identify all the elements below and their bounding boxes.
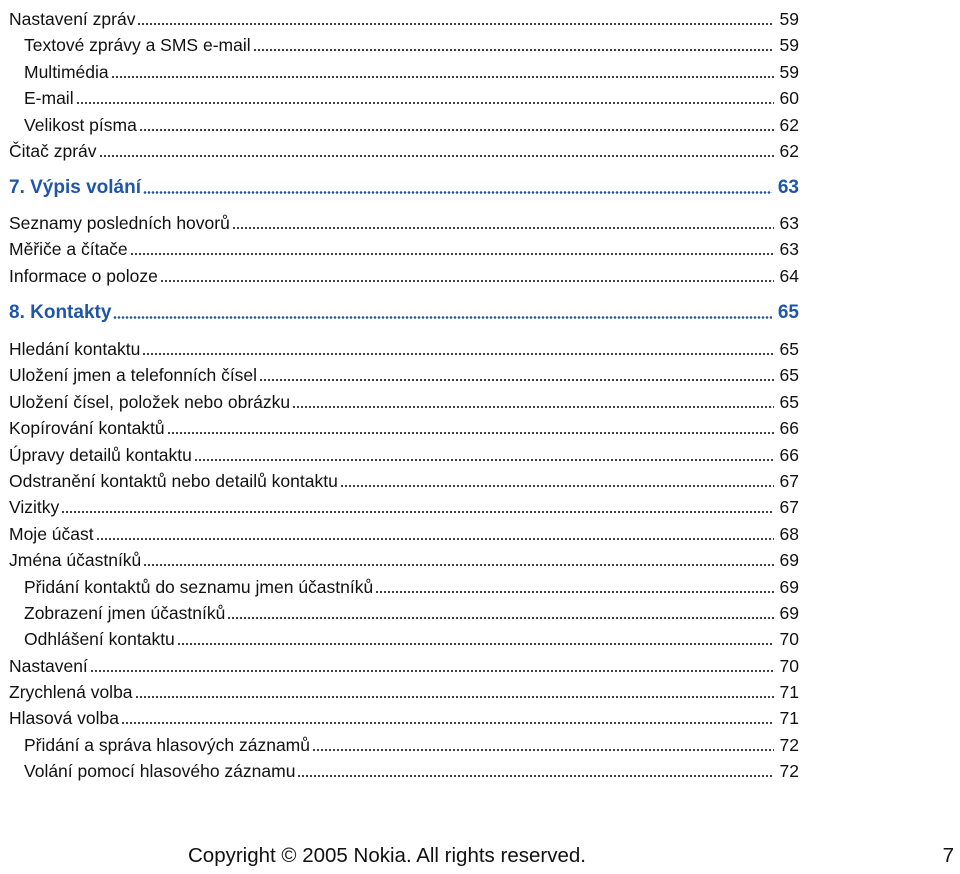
dot-leader (194, 459, 774, 461)
dot-leader (142, 353, 773, 355)
toc-entry[interactable] (24, 57, 799, 83)
toc-entry[interactable] (9, 651, 799, 677)
dot-leader (297, 775, 773, 777)
dot-leader (143, 564, 773, 566)
toc-entry-title: Odhlášení kontaktu (24, 629, 175, 649)
dot-leader (160, 280, 774, 282)
dot-leader (61, 511, 773, 513)
toc-entry[interactable] (9, 334, 799, 360)
dot-leader (167, 432, 774, 434)
toc-entry-page: 68 (779, 524, 799, 544)
toc-entry[interactable] (9, 173, 799, 199)
toc-entry-page: 71 (779, 682, 799, 702)
toc-entry-title: Hlasová volba (9, 708, 119, 728)
toc-entry[interactable] (24, 572, 799, 598)
toc-entry-title: Zobrazení jmen účastníků (24, 603, 226, 623)
toc-entry-title: Velikost písma (24, 115, 137, 135)
toc-entry-title: Uložení čísel, položek nebo obrázku (9, 392, 291, 412)
toc-entry[interactable] (9, 703, 799, 729)
toc-entry[interactable] (9, 136, 799, 162)
toc-entry-title: E-mail (24, 88, 74, 108)
toc-entry-page: 63 (779, 213, 799, 233)
toc-entry[interactable] (9, 4, 799, 30)
toc-entry[interactable] (9, 466, 799, 492)
toc-entry-page: 65 (779, 339, 799, 359)
dot-leader (232, 227, 774, 229)
toc-entry[interactable] (9, 360, 799, 386)
toc-entry[interactable] (9, 545, 799, 571)
toc-entry-title: Hledání kontaktu (9, 339, 141, 359)
toc-entry-title: Informace o poloze (9, 266, 158, 286)
dot-leader (259, 379, 773, 381)
toc-entry-page: 64 (779, 266, 799, 286)
dot-leader (130, 253, 774, 255)
toc-entry-page: 65 (779, 365, 799, 385)
toc-entry-page: 62 (779, 141, 799, 161)
toc-entry-page: 70 (779, 629, 799, 649)
dot-leader (340, 485, 774, 487)
toc-entry-title: 8. Kontakty (9, 302, 112, 323)
toc-entry[interactable] (24, 756, 799, 782)
toc-entry[interactable] (9, 492, 799, 518)
toc-entry-page: 71 (779, 708, 799, 728)
toc-entry-page: 59 (779, 35, 799, 55)
toc-entry[interactable] (9, 440, 799, 466)
dot-leader (253, 49, 774, 51)
toc-entry-title: Zrychlená volba (9, 682, 133, 702)
toc-entry-title: Nastavení (9, 656, 88, 676)
dot-leader (96, 538, 774, 540)
dot-leader (139, 129, 774, 131)
toc-entry-page: 63 (779, 239, 799, 259)
dot-leader (135, 696, 774, 698)
toc-entry-title: Textové zprávy a SMS e-mail (24, 35, 251, 55)
toc-entry-page: 69 (779, 577, 799, 597)
dot-leader (143, 191, 772, 194)
dot-leader (111, 76, 774, 78)
toc-entry-title: Vizitky (9, 497, 60, 517)
toc-entry-page: 63 (777, 177, 799, 198)
dot-leader (113, 316, 771, 319)
toc-entry-page: 62 (779, 115, 799, 135)
page-number: 7 (942, 844, 954, 867)
toc-entry-title: Jména účastníků (9, 550, 142, 570)
toc-entry[interactable] (9, 519, 799, 545)
dot-leader (177, 643, 774, 645)
toc-entry-title: 7. Výpis volání (9, 177, 141, 198)
toc-entry-title: Multimédia (24, 62, 109, 82)
toc-entry[interactable] (24, 110, 799, 136)
toc-entry[interactable] (9, 677, 799, 703)
toc-entry-page: 65 (777, 302, 799, 323)
dot-leader (76, 102, 774, 104)
copyright-notice: Copyright © 2005 Nokia. All rights reserved. (188, 844, 586, 867)
toc-entry[interactable] (9, 261, 799, 287)
toc-entry-title: Čitač zpráv (9, 141, 97, 161)
dot-leader (227, 617, 773, 619)
toc-entry[interactable] (24, 624, 799, 650)
toc-entry[interactable] (24, 83, 799, 109)
toc-entry-page: 70 (779, 656, 799, 676)
toc-entry[interactable] (9, 298, 799, 324)
toc-entry-title: Měřiče a čítače (9, 239, 128, 259)
toc-entry-title: Přidání kontaktů do seznamu jmen účastníků (24, 577, 374, 597)
toc-entry[interactable] (9, 234, 799, 260)
toc-entry-page: 65 (779, 392, 799, 412)
toc-entry-page: 59 (779, 62, 799, 82)
toc-entry[interactable] (9, 208, 799, 234)
toc-entry-page: 66 (779, 445, 799, 465)
toc-entry-page: 67 (779, 471, 799, 491)
dot-leader (375, 591, 773, 593)
toc-entry-page: 72 (779, 761, 799, 781)
toc-entry-page: 60 (779, 88, 799, 108)
dot-leader (99, 155, 774, 157)
toc-entry[interactable] (24, 598, 799, 624)
toc-entry-title: Kopírování kontaktů (9, 418, 165, 438)
toc-entry[interactable] (9, 413, 799, 439)
toc-entry-page: 66 (779, 418, 799, 438)
toc-entry-title: Nastavení zpráv (9, 9, 136, 29)
toc-entry-page: 72 (779, 735, 799, 755)
toc-entry[interactable] (24, 730, 799, 756)
toc-entry-page: 59 (779, 9, 799, 29)
toc-entry-title: Přidání a správa hlasových záznamů (24, 735, 310, 755)
toc-entry-title: Moje účast (9, 524, 94, 544)
dot-leader (312, 749, 774, 751)
toc-entry-title: Úpravy detailů kontaktu (9, 445, 192, 465)
toc-entry-page: 69 (779, 550, 799, 570)
toc-entry-page: 69 (779, 603, 799, 623)
dot-leader (121, 722, 774, 724)
toc-entry[interactable] (9, 387, 799, 413)
dot-leader (292, 406, 773, 408)
dot-leader (137, 23, 773, 25)
toc-entry[interactable] (24, 30, 799, 56)
toc-entry-title: Odstranění kontaktů nebo detailů kontaktu (9, 471, 338, 491)
toc-entry-title: Volání pomocí hlasového záznamu (24, 761, 296, 781)
toc-entry-title: Seznamy posledních hovorů (9, 213, 230, 233)
toc-entry-title: Uložení jmen a telefonních čísel (9, 365, 258, 385)
dot-leader (90, 670, 774, 672)
toc-entry-page: 67 (779, 497, 799, 517)
